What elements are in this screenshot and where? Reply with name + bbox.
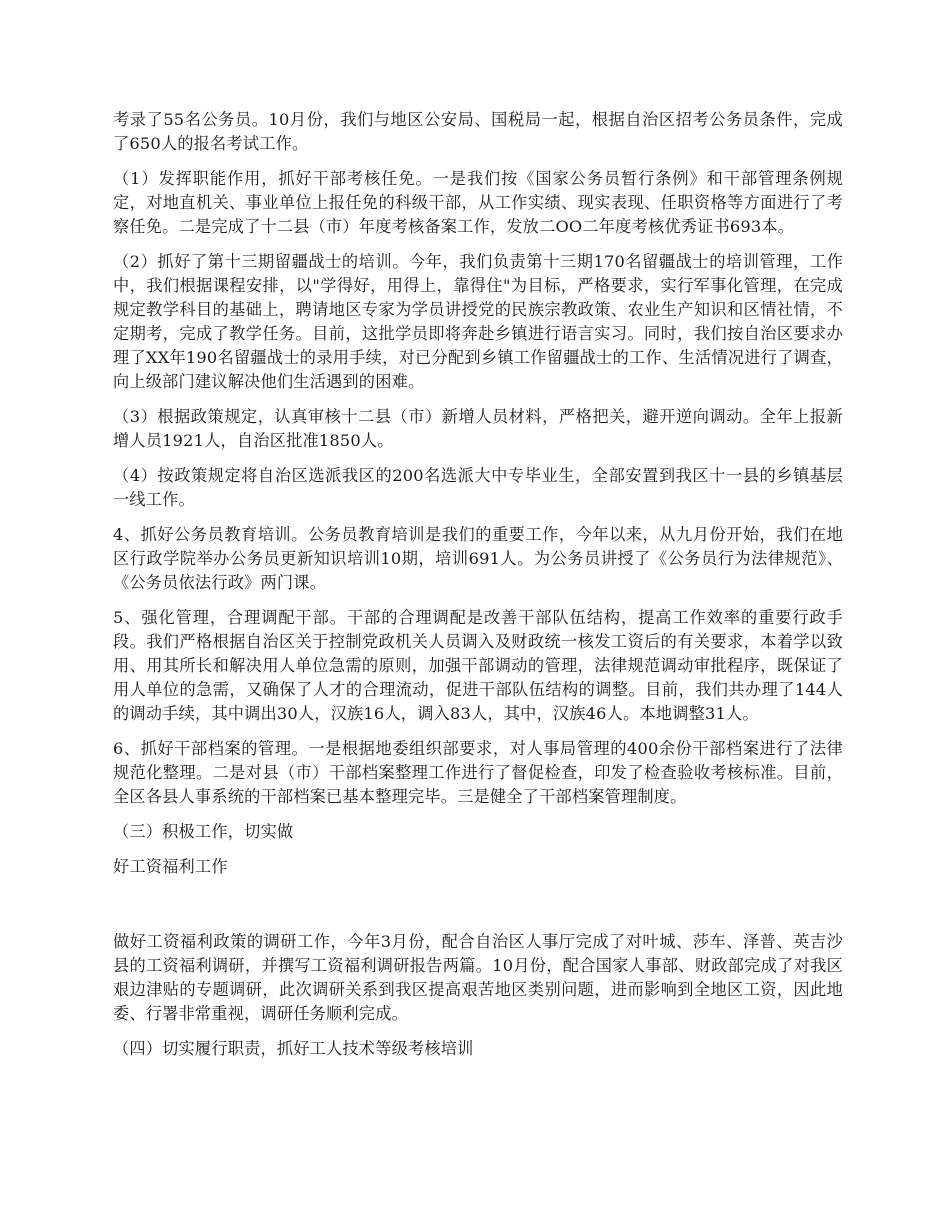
paragraph-wage-research: 做好工资福利政策的调研工作，今年3月份，配合自治区人事厅完成了对叶城、莎车、泽普、英吉沙县的工资福利调研，并撰写工资福利调研报告两篇。10月份，配合国家人事部、财政部完成了对我区艰边津贴的专题调研，此次调研关系到我区提高艰苦地区类别问题，进而影响到全地区工资，因此地委、行署非常重视，调研任务顺利完成。	[113, 932, 843, 1023]
section-heading-3: （三）积极工作，切实做	[113, 822, 294, 841]
paragraph-cadre-appraisal: （1）发挥职能作用，抓好干部考核任免。一是我们按《国家公务员暂行条例》和干部管理条例规定，对地直机关、事业单位上报任免的科级干部，从工作实绩、现实表现、任职资格等方面进行了考察任免。二是完成了十二县（市）年度考核备案工作，发放二OO二年度考核优秀证书693本。	[113, 169, 843, 236]
paragraph-new-staff-review: （3）根据政策规定，认真审核十二县（市）新增人员材料，严格把关，避开逆向调动。全年上报新增人员1921人，自治区批准1850人。	[113, 407, 843, 450]
section-heading-4: （四）切实履行职责，抓好工人技术等级考核培训	[113, 1039, 474, 1058]
paragraph-recruitment: 考录了55名公务员。10月份，我们与地区公安局、国税局一起，根据自治区招考公务员条件，完成了650人的报名考试工作。	[113, 110, 843, 153]
blank-gap	[113, 890, 843, 930]
document-page	[113, 108, 843, 1072]
paragraph-graduate-placement: （4）按政策规定将自治区选派我区的200名选派大中专毕业生，全部安置到我区十一县的乡镇基层一线工作。	[113, 466, 843, 509]
paragraph-cadre-deployment: 5、强化管理，合理调配干部。干部的合理调配是改善干部队伍结构，提高工作效率的重要行政手段。我们严格根据自治区关于控制党政机关人员调入及财政统一核发工资后的有关要求，本着学以致用、用其所长和解决用人单位急需的原则，加强干部调动的管理，法律规范调动审批程序，既保证了用人单位的急需，又确保了人才的合理流动，促进干部队伍结构的调整。目前，我们共办理了144人的调动手续，其中调出30人，汉族16人，调入83人，其中，汉族46人。本地调整31人。	[113, 608, 843, 723]
section-heading-3-continued: 好工资福利工作	[113, 857, 228, 876]
paragraph-archive-management: 6、抓好干部档案的管理。一是根据地委组织部要求，对人事局管理的400余份干部档案进行了法律规范化整理。二是对县（市）干部档案整理工作进行了督促检查，印发了检查验收考核标准。目前，全区各县人事系统的干部档案已基本整理完毕。三是健全了干部档案管理制度。	[113, 739, 843, 806]
paragraph-civil-servant-training: 4、抓好公务员教育培训。公务员教育培训是我们的重要工作，今年以来，从九月份开始，我们在地区行政学院举办公务员更新知识培训10期，培训691人。为公务员讲授了《公务员行为法律规范》、《公务员依法行政》两门课。	[113, 525, 843, 592]
paragraph-soldier-training: （2）抓好了第十三期留疆战士的培训。今年，我们负责第十三期170名留疆战士的培训管理，工作中，我们根据课程安排，以"学得好，用得上，靠得住"为目标，严格要求，实行军事化管理，在完成规定教学科目的基础上，聘请地区专家为学员讲授党的民族宗教政策、农业生产知识和区情社情，不定期考，完成了教学任务。目前，这批学员即将奔赴乡镇进行语言实习。同时，我们按自治区要求办理了XX年190名留疆战士的录用手续，对已分配到乡镇工作留疆战士的工作、生活情况进行了调查，向上级部门建议解决他们生活遇到的困难。	[113, 252, 843, 391]
